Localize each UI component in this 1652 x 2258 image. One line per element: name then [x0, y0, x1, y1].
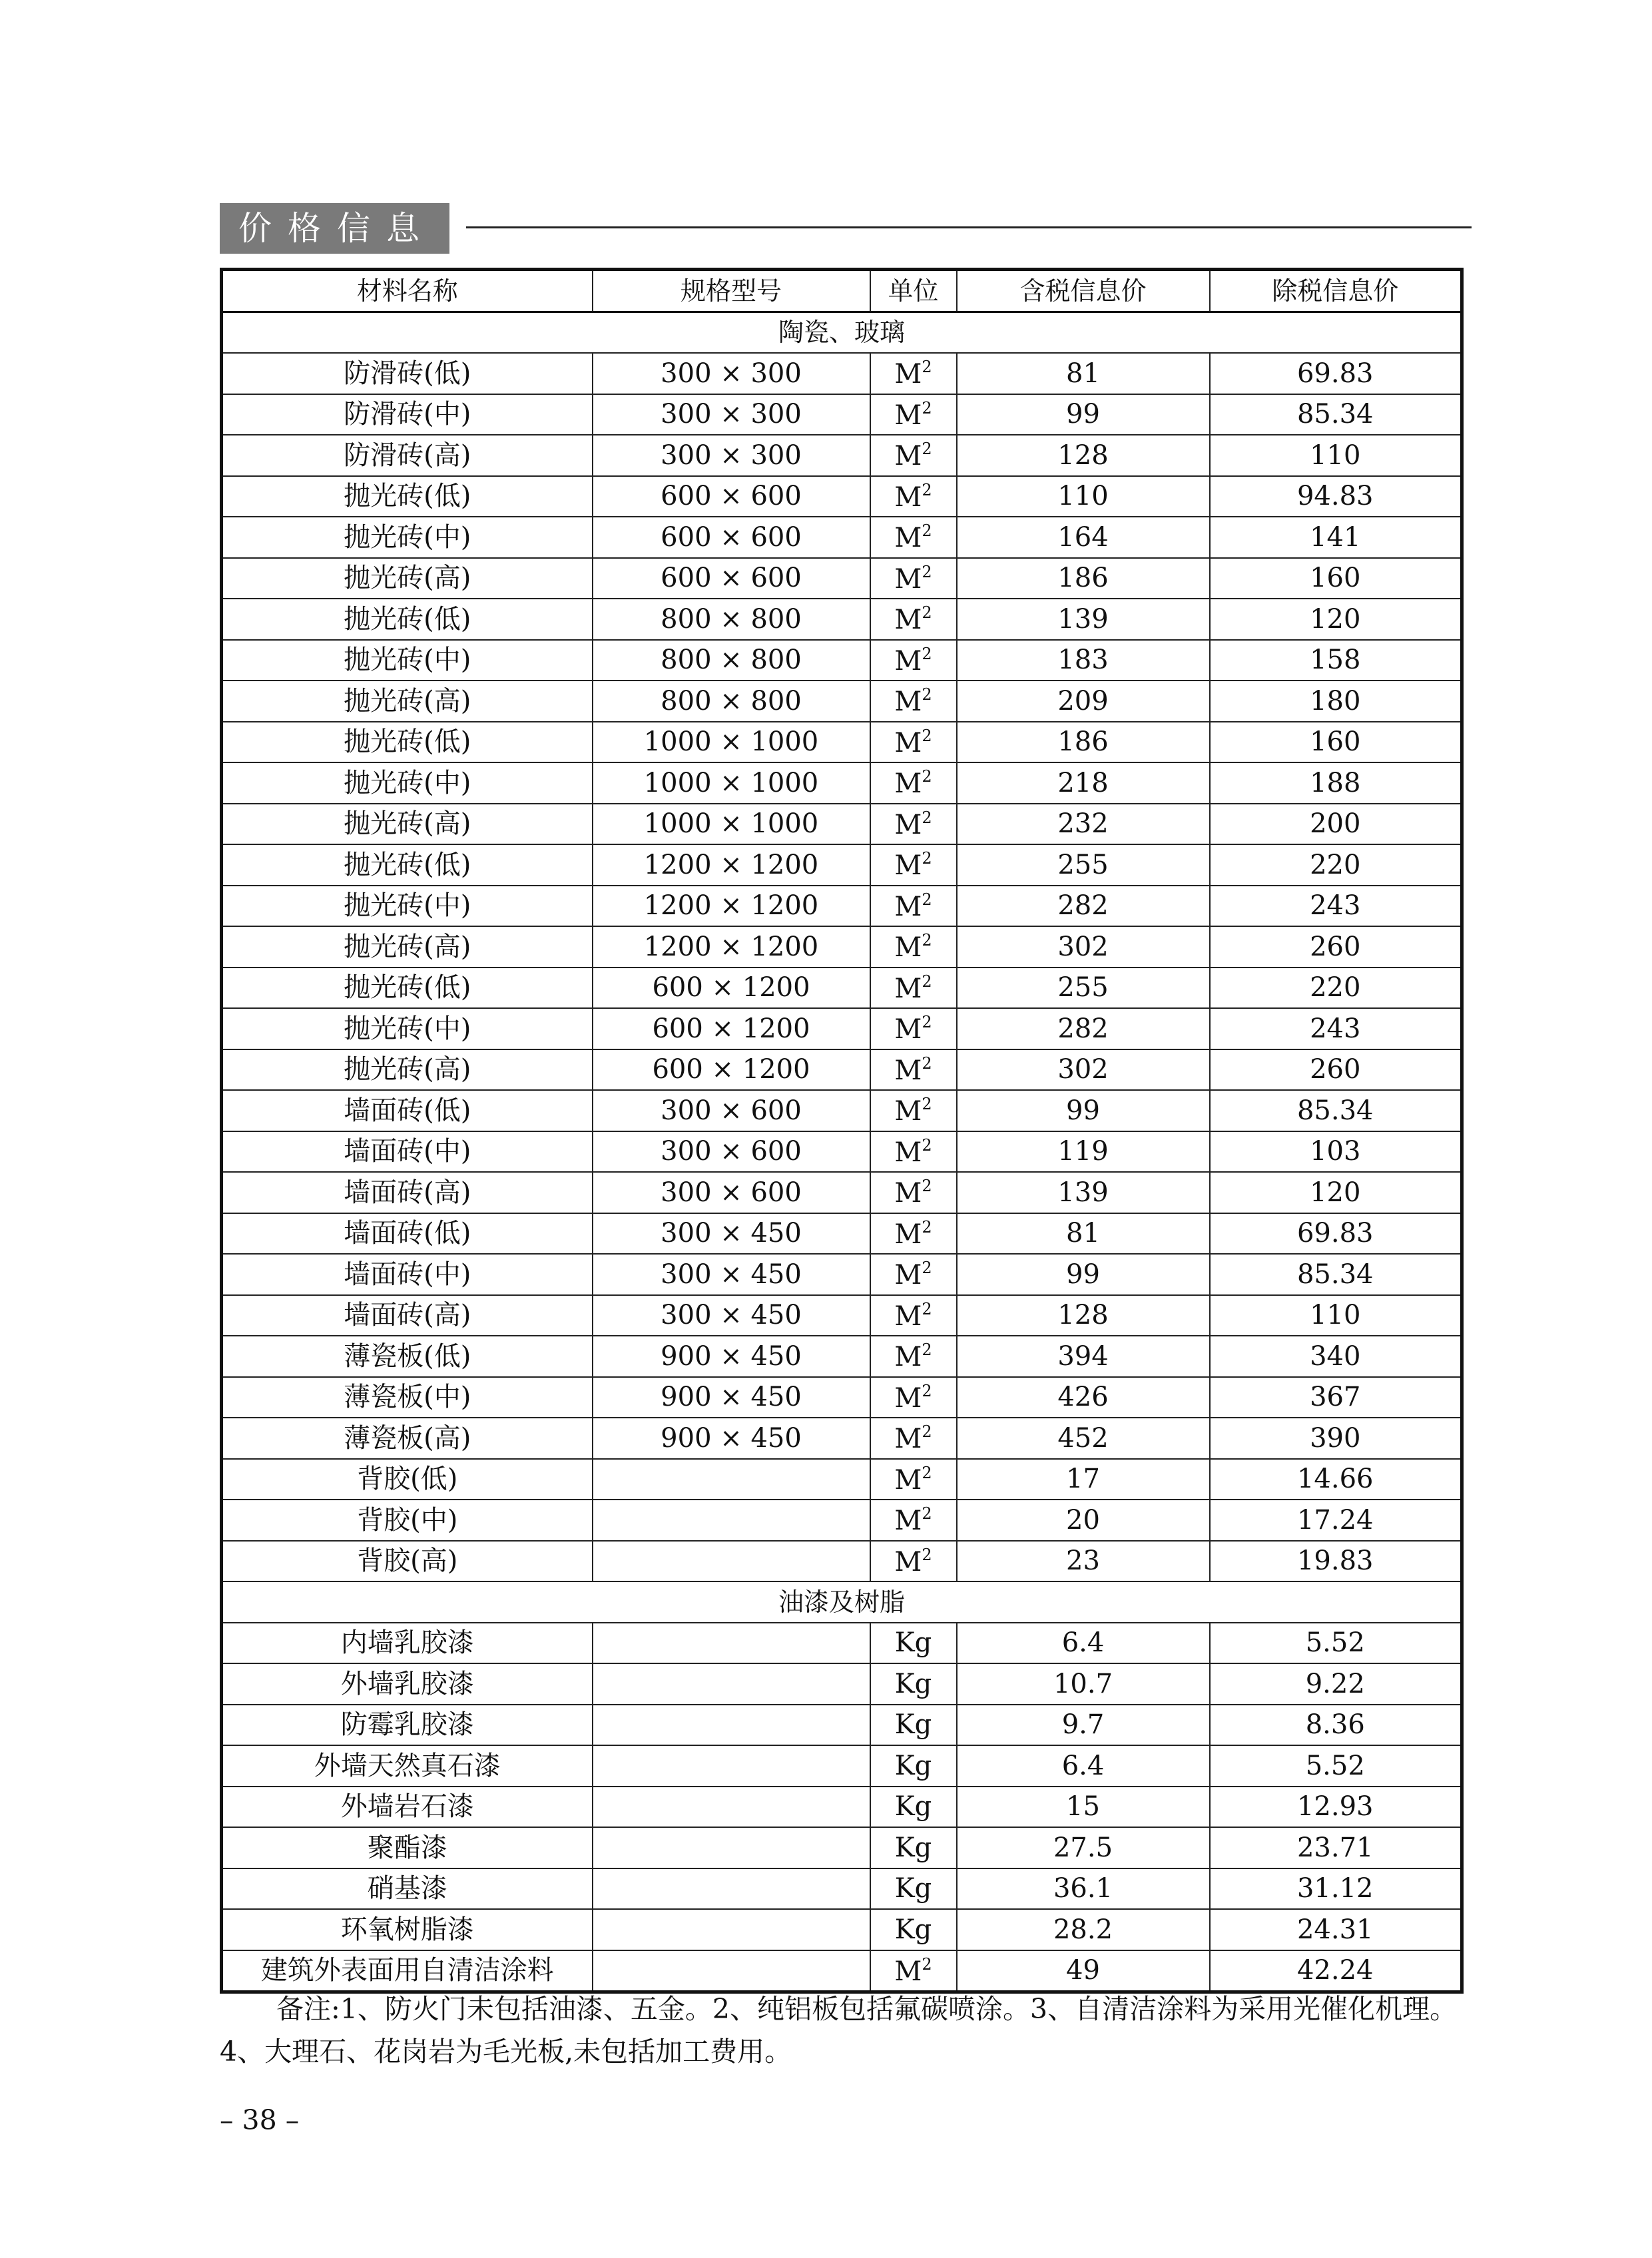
cell-tax-incl-price: 282: [957, 886, 1210, 927]
table-row: [222, 1663, 1462, 1705]
cell-unit: Kg: [870, 1623, 957, 1664]
cell-tax-excl-price: 69.83: [1210, 1213, 1462, 1255]
note-line-2: 4、大理石、花岗岩为毛光板,未包括加工费用。: [220, 2036, 792, 2068]
cell-unit: $M^2$: [870, 1008, 957, 1049]
cell-unit: $M^2$: [870, 886, 957, 927]
cell-tax-excl-price: 85.34: [1210, 1090, 1462, 1131]
table-row: [222, 1868, 1462, 1910]
cell-material-name: 防滑砖(中): [222, 394, 593, 435]
cell-spec: 300 × 600: [593, 1131, 870, 1173]
cell-spec: 300 × 600: [593, 1172, 870, 1213]
cell-tax-incl-price: 255: [957, 968, 1210, 1009]
section-title: 价格信息: [220, 203, 449, 254]
cell-material-name: 背胶(中): [222, 1500, 593, 1541]
table-row: [222, 968, 1462, 1009]
cell-material-name: 抛光砖(低): [222, 844, 593, 886]
cell-tax-incl-price: 139: [957, 1172, 1210, 1213]
table-row: [222, 1705, 1462, 1746]
cell-material-name: 环氧树脂漆: [222, 1909, 593, 1950]
cell-spec: 300 × 600: [593, 1090, 870, 1131]
table-row: [222, 1131, 1462, 1173]
cell-spec: 900 × 450: [593, 1418, 870, 1459]
cell-tax-incl-price: 17: [957, 1459, 1210, 1500]
cell-unit: $M^2$: [870, 1500, 957, 1541]
table-row: [222, 435, 1462, 476]
cell-material-name: 抛光砖(低): [222, 599, 593, 640]
cell-unit: $M^2$: [870, 558, 957, 599]
cell-unit: $M^2$: [870, 1377, 957, 1418]
header-material-name: 材料名称: [222, 270, 593, 312]
cell-tax-excl-price: 158: [1210, 640, 1462, 681]
cell-material-name: 抛光砖(中): [222, 640, 593, 681]
table-row: [222, 1295, 1462, 1336]
cell-spec: 1000 × 1000: [593, 722, 870, 763]
cell-material-name: 抛光砖(高): [222, 926, 593, 968]
cell-tax-incl-price: 164: [957, 517, 1210, 558]
cell-spec: 800 × 800: [593, 599, 870, 640]
cell-tax-excl-price: 85.34: [1210, 1254, 1462, 1295]
table-row: [222, 1172, 1462, 1213]
cell-tax-incl-price: 99: [957, 1254, 1210, 1295]
cell-tax-incl-price: 209: [957, 681, 1210, 722]
cell-tax-excl-price: 17.24: [1210, 1500, 1462, 1541]
header-unit: 单位: [870, 270, 957, 312]
cell-material-name: 建筑外表面用自清洁涂料: [222, 1950, 593, 1992]
cell-spec: 900 × 450: [593, 1336, 870, 1377]
table-row: [222, 681, 1462, 722]
cell-tax-excl-price: 188: [1210, 762, 1462, 804]
cell-unit: $M^2$: [870, 599, 957, 640]
cell-spec: 300 × 300: [593, 435, 870, 476]
cell-material-name: 墙面砖(低): [222, 1213, 593, 1255]
cell-unit: $M^2$: [870, 435, 957, 476]
cell-material-name: 外墙岩石漆: [222, 1787, 593, 1828]
table-row: [222, 599, 1462, 640]
page-number: – 38 –: [220, 2104, 300, 2136]
table-row: [222, 1336, 1462, 1377]
header-rule: [466, 226, 1472, 228]
cell-spec: [593, 1663, 870, 1705]
cell-tax-incl-price: 99: [957, 1090, 1210, 1131]
price-table: [220, 268, 1464, 1994]
cell-tax-incl-price: 139: [957, 599, 1210, 640]
cell-unit: Kg: [870, 1705, 957, 1746]
cell-spec: [593, 1459, 870, 1500]
cell-spec: 300 × 450: [593, 1213, 870, 1255]
cell-tax-excl-price: 120: [1210, 599, 1462, 640]
cell-material-name: 墙面砖(高): [222, 1172, 593, 1213]
table-row: [222, 1909, 1462, 1950]
cell-unit: $M^2$: [870, 762, 957, 804]
cell-material-name: 背胶(高): [222, 1541, 593, 1582]
cell-tax-incl-price: 128: [957, 435, 1210, 476]
cell-spec: 600 × 600: [593, 558, 870, 599]
cell-spec: 600 × 1200: [593, 968, 870, 1009]
cell-tax-incl-price: 15: [957, 1787, 1210, 1828]
table-row: [222, 1787, 1462, 1828]
cell-tax-excl-price: 85.34: [1210, 394, 1462, 435]
cell-unit: $M^2$: [870, 722, 957, 763]
cell-spec: 1000 × 1000: [593, 762, 870, 804]
table-row: [222, 1254, 1462, 1295]
cell-tax-incl-price: 183: [957, 640, 1210, 681]
cell-unit: Kg: [870, 1868, 957, 1910]
table-row: [222, 926, 1462, 968]
cell-tax-incl-price: 302: [957, 1049, 1210, 1091]
cell-unit: $M^2$: [870, 1459, 957, 1500]
cell-spec: 1200 × 1200: [593, 926, 870, 968]
cell-spec: 1200 × 1200: [593, 844, 870, 886]
cell-spec: 600 × 1200: [593, 1049, 870, 1091]
cell-spec: 300 × 450: [593, 1254, 870, 1295]
cell-tax-excl-price: 24.31: [1210, 1909, 1462, 1950]
cell-spec: [593, 1500, 870, 1541]
table-row: [222, 1090, 1462, 1131]
cell-material-name: 抛光砖(低): [222, 722, 593, 763]
cell-tax-excl-price: 19.83: [1210, 1541, 1462, 1582]
cell-spec: [593, 1827, 870, 1868]
cell-tax-excl-price: 31.12: [1210, 1868, 1462, 1910]
cell-tax-incl-price: 232: [957, 804, 1210, 845]
cell-tax-excl-price: 141: [1210, 517, 1462, 558]
cell-tax-incl-price: 23: [957, 1541, 1210, 1582]
cell-material-name: 薄瓷板(中): [222, 1377, 593, 1418]
section-title-cell: 陶瓷、玻璃: [222, 312, 1462, 353]
cell-tax-incl-price: 452: [957, 1418, 1210, 1459]
cell-tax-excl-price: 110: [1210, 1295, 1462, 1336]
cell-spec: 800 × 800: [593, 640, 870, 681]
cell-tax-excl-price: 12.93: [1210, 1787, 1462, 1828]
cell-material-name: 墙面砖(中): [222, 1131, 593, 1173]
cell-tax-incl-price: 186: [957, 722, 1210, 763]
cell-tax-excl-price: 180: [1210, 681, 1462, 722]
cell-unit: $M^2$: [870, 1336, 957, 1377]
cell-material-name: 抛光砖(高): [222, 558, 593, 599]
section-title-cell: 油漆及树脂: [222, 1581, 1462, 1623]
cell-unit: $M^2$: [870, 394, 957, 435]
table-row: [222, 640, 1462, 681]
cell-tax-excl-price: 5.52: [1210, 1745, 1462, 1787]
cell-tax-incl-price: 119: [957, 1131, 1210, 1173]
cell-unit: Kg: [870, 1745, 957, 1787]
cell-material-name: 内墙乳胶漆: [222, 1623, 593, 1664]
cell-unit: $M^2$: [870, 1213, 957, 1255]
table-row: [222, 762, 1462, 804]
cell-unit: $M^2$: [870, 640, 957, 681]
table-row: [222, 558, 1462, 599]
cell-unit: $M^2$: [870, 681, 957, 722]
cell-unit: Kg: [870, 1787, 957, 1828]
cell-tax-excl-price: 103: [1210, 1131, 1462, 1173]
cell-unit: Kg: [870, 1663, 957, 1705]
cell-tax-excl-price: 243: [1210, 1008, 1462, 1049]
cell-material-name: 防滑砖(低): [222, 353, 593, 394]
table-row: [222, 1459, 1462, 1500]
cell-material-name: 抛光砖(中): [222, 762, 593, 804]
cell-tax-excl-price: 160: [1210, 722, 1462, 763]
cell-unit: $M^2$: [870, 1541, 957, 1582]
cell-spec: 600 × 600: [593, 517, 870, 558]
cell-tax-excl-price: 390: [1210, 1418, 1462, 1459]
cell-spec: 1000 × 1000: [593, 804, 870, 845]
cell-tax-excl-price: 260: [1210, 1049, 1462, 1091]
cell-tax-incl-price: 81: [957, 353, 1210, 394]
cell-unit: Kg: [870, 1827, 957, 1868]
cell-spec: 300 × 300: [593, 353, 870, 394]
table-row: [222, 1418, 1462, 1459]
cell-material-name: 聚酯漆: [222, 1827, 593, 1868]
cell-unit: $M^2$: [870, 1049, 957, 1091]
cell-unit: $M^2$: [870, 804, 957, 845]
cell-spec: 600 × 1200: [593, 1008, 870, 1049]
cell-tax-excl-price: 220: [1210, 968, 1462, 1009]
table-row: [222, 804, 1462, 845]
cell-spec: 300 × 300: [593, 394, 870, 435]
cell-spec: 300 × 450: [593, 1295, 870, 1336]
header-tax-incl-price: 含税信息价: [957, 270, 1210, 312]
cell-tax-incl-price: 81: [957, 1213, 1210, 1255]
table-body: [222, 312, 1462, 1992]
cell-tax-incl-price: 27.5: [957, 1827, 1210, 1868]
table-row: [222, 844, 1462, 886]
cell-tax-incl-price: 6.4: [957, 1623, 1210, 1664]
cell-tax-excl-price: 14.66: [1210, 1459, 1462, 1500]
header-spec: 规格型号: [593, 270, 870, 312]
table-header-row: [222, 270, 1462, 312]
cell-material-name: 防滑砖(高): [222, 435, 593, 476]
cell-material-name: 抛光砖(中): [222, 517, 593, 558]
cell-tax-incl-price: 394: [957, 1336, 1210, 1377]
cell-material-name: 抛光砖(低): [222, 476, 593, 517]
table-row: [222, 353, 1462, 394]
cell-spec: 900 × 450: [593, 1377, 870, 1418]
cell-tax-incl-price: 282: [957, 1008, 1210, 1049]
table-row: [222, 1827, 1462, 1868]
cell-tax-excl-price: 340: [1210, 1336, 1462, 1377]
cell-spec: 1200 × 1200: [593, 886, 870, 927]
cell-spec: [593, 1705, 870, 1746]
cell-tax-incl-price: 36.1: [957, 1868, 1210, 1910]
table-row: [222, 1745, 1462, 1787]
cell-tax-incl-price: 426: [957, 1377, 1210, 1418]
table-row: [222, 1950, 1462, 1992]
table-row: [222, 1541, 1462, 1582]
cell-tax-excl-price: 260: [1210, 926, 1462, 968]
cell-tax-incl-price: 218: [957, 762, 1210, 804]
cell-unit: $M^2$: [870, 1172, 957, 1213]
cell-material-name: 墙面砖(低): [222, 1090, 593, 1131]
cell-tax-excl-price: 5.52: [1210, 1623, 1462, 1664]
table-row: [222, 1500, 1462, 1541]
table-row: [222, 1049, 1462, 1091]
cell-tax-excl-price: 9.22: [1210, 1663, 1462, 1705]
cell-tax-incl-price: 20: [957, 1500, 1210, 1541]
cell-unit: $M^2$: [870, 926, 957, 968]
cell-spec: [593, 1745, 870, 1787]
cell-unit: $M^2$: [870, 517, 957, 558]
cell-material-name: 抛光砖(中): [222, 1008, 593, 1049]
cell-tax-excl-price: 243: [1210, 886, 1462, 927]
cell-tax-incl-price: 6.4: [957, 1745, 1210, 1787]
cell-tax-excl-price: 220: [1210, 844, 1462, 886]
cell-spec: [593, 1541, 870, 1582]
cell-tax-incl-price: 110: [957, 476, 1210, 517]
cell-spec: [593, 1623, 870, 1664]
cell-tax-excl-price: 160: [1210, 558, 1462, 599]
cell-tax-excl-price: 94.83: [1210, 476, 1462, 517]
cell-tax-incl-price: 186: [957, 558, 1210, 599]
cell-material-name: 抛光砖(低): [222, 968, 593, 1009]
table-row: [222, 886, 1462, 927]
cell-unit: $M^2$: [870, 1418, 957, 1459]
cell-tax-incl-price: 255: [957, 844, 1210, 886]
cell-tax-excl-price: 120: [1210, 1172, 1462, 1213]
cell-unit: $M^2$: [870, 1950, 957, 1992]
cell-unit: Kg: [870, 1909, 957, 1950]
cell-unit: $M^2$: [870, 1295, 957, 1336]
cell-material-name: 硝基漆: [222, 1868, 593, 1910]
notes: [220, 1988, 1472, 2073]
cell-tax-excl-price: 200: [1210, 804, 1462, 845]
cell-tax-incl-price: 302: [957, 926, 1210, 968]
cell-material-name: 抛光砖(高): [222, 804, 593, 845]
cell-material-name: 外墙乳胶漆: [222, 1663, 593, 1705]
cell-tax-incl-price: 99: [957, 394, 1210, 435]
cell-tax-excl-price: 23.71: [1210, 1827, 1462, 1868]
table-row: [222, 1213, 1462, 1255]
cell-material-name: 外墙天然真石漆: [222, 1745, 593, 1787]
cell-tax-incl-price: 49: [957, 1950, 1210, 1992]
cell-material-name: 薄瓷板(高): [222, 1418, 593, 1459]
cell-spec: 600 × 600: [593, 476, 870, 517]
cell-material-name: 防霉乳胶漆: [222, 1705, 593, 1746]
table-row: [222, 476, 1462, 517]
cell-spec: 800 × 800: [593, 681, 870, 722]
cell-tax-excl-price: 110: [1210, 435, 1462, 476]
cell-spec: [593, 1909, 870, 1950]
cell-material-name: 墙面砖(中): [222, 1254, 593, 1295]
header-tax-excl-price: 除税信息价: [1210, 270, 1462, 312]
cell-unit: $M^2$: [870, 1090, 957, 1131]
cell-spec: [593, 1868, 870, 1910]
cell-material-name: 抛光砖(中): [222, 886, 593, 927]
cell-material-name: 薄瓷板(低): [222, 1336, 593, 1377]
cell-spec: [593, 1787, 870, 1828]
cell-tax-incl-price: 28.2: [957, 1909, 1210, 1950]
cell-tax-excl-price: 8.36: [1210, 1705, 1462, 1746]
table-row: [222, 1008, 1462, 1049]
cell-tax-excl-price: 367: [1210, 1377, 1462, 1418]
note-line-1: 备注:1、防火门未包括油漆、五金。2、纯铝板包括氟碳喷涂。3、自清洁涂料为采用光催化机理。: [276, 1993, 1458, 2025]
cell-unit: $M^2$: [870, 968, 957, 1009]
cell-unit: $M^2$: [870, 353, 957, 394]
cell-material-name: 抛光砖(高): [222, 681, 593, 722]
table-row: [222, 722, 1462, 763]
cell-material-name: 抛光砖(高): [222, 1049, 593, 1091]
table-row: [222, 517, 1462, 558]
cell-tax-incl-price: 10.7: [957, 1663, 1210, 1705]
section-row: [222, 312, 1462, 353]
cell-unit: $M^2$: [870, 476, 957, 517]
table-row: [222, 1377, 1462, 1418]
cell-material-name: 墙面砖(高): [222, 1295, 593, 1336]
cell-material-name: 背胶(低): [222, 1459, 593, 1500]
cell-spec: [593, 1950, 870, 1992]
cell-tax-excl-price: 69.83: [1210, 353, 1462, 394]
table-row: [222, 394, 1462, 435]
cell-unit: $M^2$: [870, 844, 957, 886]
cell-unit: $M^2$: [870, 1131, 957, 1173]
cell-tax-incl-price: 128: [957, 1295, 1210, 1336]
cell-unit: $M^2$: [870, 1254, 957, 1295]
section-row: [222, 1581, 1462, 1623]
table-row: [222, 1623, 1462, 1664]
cell-tax-incl-price: 9.7: [957, 1705, 1210, 1746]
cell-tax-excl-price: 42.24: [1210, 1950, 1462, 1992]
